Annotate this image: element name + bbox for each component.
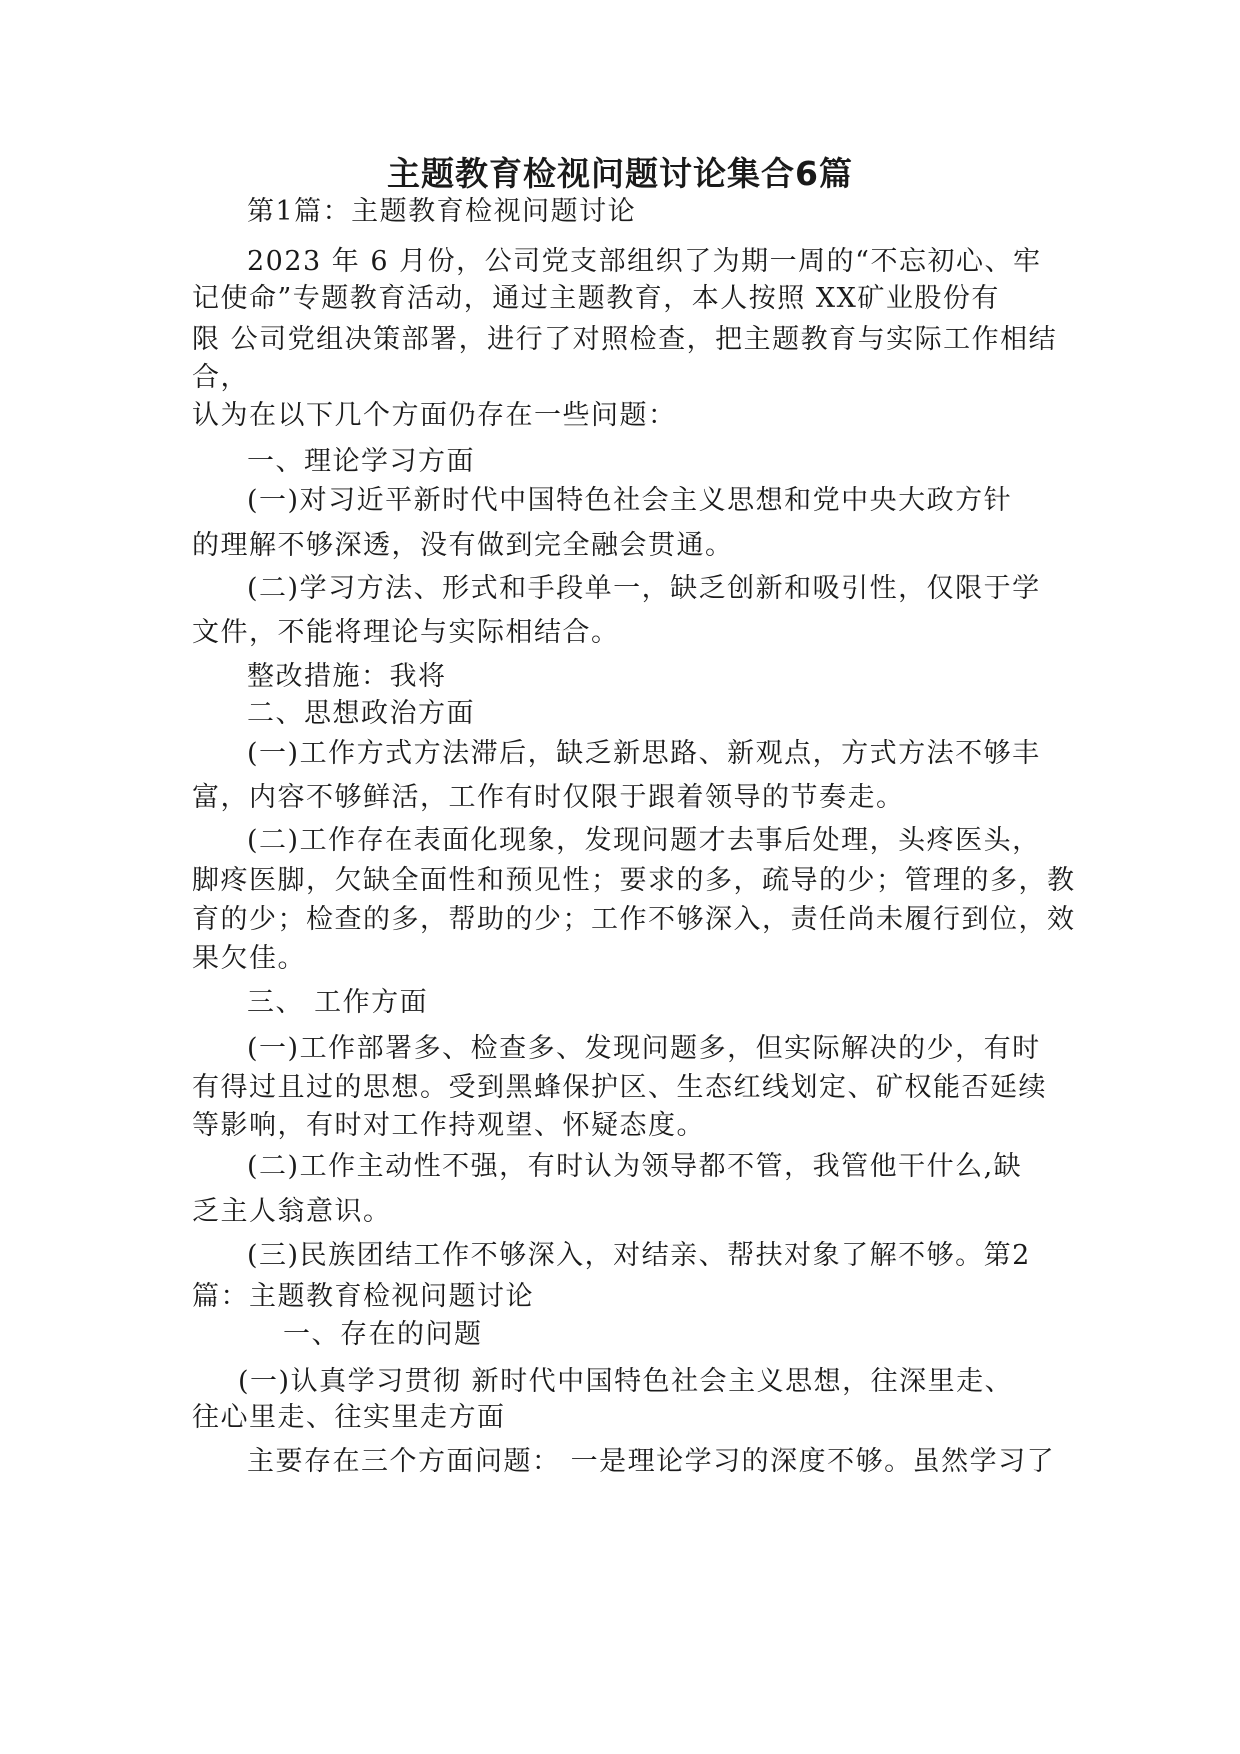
text-line: 认为在以下几个方面仍存在一些问题：	[192, 400, 677, 431]
section-heading: 一、理论学习方面	[247, 446, 475, 477]
text-line: 富，内容不够鲜活，工作有时仅限于跟着领导的节奏走。	[192, 782, 905, 813]
text-line: 主要存在三个方面问题： 一是理论学习的深度不够。虽然学习了	[247, 1446, 1056, 1477]
text-line: 的理解不够深透，没有做到完全融会贯通。	[192, 530, 734, 561]
text-line: 乏主人翁意识。	[192, 1196, 392, 1227]
text-line: 果欠佳。	[192, 943, 306, 974]
text-line: (一)工作方式方法滞后，缺乏新思路、新观点，方式方法不够丰	[247, 738, 1041, 769]
text-line: 文件，不能将理论与实际相结合。	[192, 617, 620, 648]
text-line: 2023 年 6 月份，公司党支部组织了为期一周的“不忘初心、牢	[247, 246, 1042, 277]
text-line: 第1篇：主题教育检视问题讨论	[247, 196, 637, 227]
text-line: (一)认真学习贯彻 新时代中国特色社会主义思想，往深里走、	[238, 1366, 1014, 1397]
text-line: 等影响，有时对工作持观望、怀疑态度。	[192, 1110, 705, 1141]
text-line: 篇：主题教育检视问题讨论	[192, 1281, 534, 1312]
text-line: 往心里走、往实里走方面	[192, 1402, 506, 1433]
text-line: (二)工作主动性不强，有时认为领导都不管，我管他干什么,缺	[247, 1151, 1023, 1182]
text-line: (二)工作存在表面化现象，发现问题才去事后处理，头疼医头，	[247, 825, 1041, 856]
document-title: 主题教育检视问题讨论集合6篇	[387, 154, 853, 193]
text-line: 合，	[192, 362, 249, 393]
text-line: 整改措施：我将	[247, 661, 447, 692]
section-heading: 三、 工作方面	[247, 987, 429, 1018]
text-line: 记使命”专题教育活动，通过主题教育，本人按照 XX矿业股份有	[192, 283, 1000, 314]
text-line: (三)民族团结工作不够深入，对结亲、帮扶对象了解不够。第2	[247, 1240, 1031, 1271]
section-heading: 一、存在的问题	[283, 1319, 483, 1350]
text-line: 育的少；检查的多，帮助的少；工作不够深入，责任尚未履行到位，效	[192, 904, 1076, 935]
text-line: (一)工作部署多、检查多、发现问题多，但实际解决的少，有时	[247, 1033, 1041, 1064]
text-line: 脚疼医脚，欠缺全面性和预见性；要求的多，疏导的少；管理的多，教	[192, 865, 1076, 896]
text-line: (一)对习近平新时代中国特色社会主义思想和党中央大政方针	[247, 485, 1013, 516]
section-heading: 二、思想政治方面	[247, 698, 475, 729]
text-line: 限 公司党组决策部署，进行了对照检查，把主题教育与实际工作相结	[192, 324, 1058, 355]
text-line: 有得过且过的思想。受到黑蜂保护区、生态红线划定、矿权能否延续	[192, 1072, 1047, 1103]
text-line: (二)学习方法、形式和手段单一，缺乏创新和吸引性，仅限于学	[247, 573, 1041, 604]
